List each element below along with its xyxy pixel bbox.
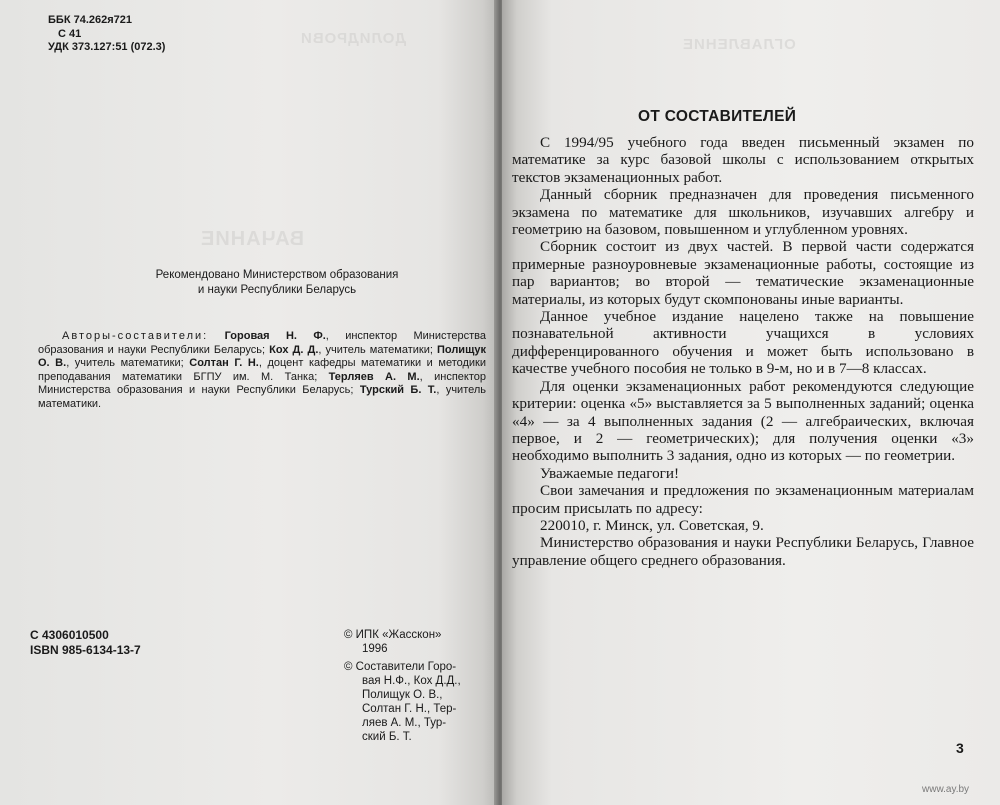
recommendation-line: Рекомендовано Министерством образования [155,269,399,281]
preface-text [512,134,974,569]
recommendation-note [132,268,422,298]
paragraph: Для оценки экзаменационных работ рекомендуются следующие критерии: оценка «5» выставляется за 5 выполненных заданий; оценка «4» — за 4 выполненных задания (2 — алгебраических, включая первое, и 2 — геометрических); для получения оценки «3» необходимо выполнить 3 задания, одно из которых — по геометрии. [512,377,974,465]
paragraph: Данное учебное издание нацелено также на повышение познавательной активности учащихся в условиях дифференцированного обучения и может быть использовано в качестве учебного пособия не только в 9-м, но и в 7—8 классах. [512,308,974,378]
paragraph: Сборник состоит из двух частей. В первой части содержатся примерные разноуровневые экзаменационные работы, состоящие из пар вариантов; во второй — тематические экзаменационные материалы, из которых будут скомпонованы иные варианты. [512,238,974,308]
paragraph: С 1994/95 учебного года введен письменный экзамен по математике за курс базовой школы с использованием открытых текстов экзаменационных работ. [512,134,974,186]
author-role: , доцент кафедры математики и методики преподавания математики БГПУ им. М. Танка; [38,357,487,383]
author-role: , учитель математики; [318,343,437,356]
bleed-through-text: ВАЧАНИЕ [200,228,305,250]
isbn-block [30,628,141,658]
author-role: , инспектор Министерства образования и науки Республики Беларусь; [38,370,486,397]
author-name: Кох Д. Д. [269,343,319,356]
authors-list [38,330,486,412]
bleed-through-text: ОГЛАВЛЕНИЕ [682,36,796,53]
page-heading: ОТ СОСТАВИТЕЛЕЙ [638,108,797,125]
bleed-through-text: ДОЛИДРОВИ [300,30,407,47]
udk-code: УДК 373.127:51 (072.3) [48,41,166,53]
author-name: Терляев А. М. [328,370,420,383]
paragraph: Данный сборник предназначен для проведения письменного экзамена по математике для школьников, изучавших алгебру и геометрию на базовом, повышенном и углубленном уровнях. [512,186,974,239]
author-name: Горовая Н. Ф. [224,330,326,342]
watermark: www.ay.by [922,784,970,795]
isbn: ISBN 985-6134-13-7 [30,643,141,657]
greeting: Уважаемые педагоги! [540,464,680,482]
author-name: Солтан Г. Н. [189,357,259,370]
page-number: 3 [956,740,964,756]
address: 220010, г. Минск, ул. Советская, 9. [540,516,764,534]
paragraph: Министерство образования и науки Республики Беларусь, Главное управление общего среднего образования. [512,534,974,569]
authors-label: Авторы-составители: [62,330,209,342]
author-name: Турский Б. Т. [359,384,437,397]
left-page [0,0,498,805]
classification-codes [48,14,165,55]
author-role: , учитель математики; [66,357,190,370]
author-name: Полищук О. В. [38,343,486,370]
author-role: , инспектор Министерства образования и науки Республики Беларусь; [38,330,487,356]
catalog-code: С 4306010500 [30,628,109,642]
publisher-copyright: © ИПК «Жасскон» 1996 [344,629,442,655]
cutter-code: С 41 [58,27,82,40]
copyright-block [344,628,484,744]
author-role: , учитель математики. [38,384,487,410]
authors-copyright: © Составители Горо- вая Н.Ф., Кох Д.Д., Полищук О. В., Солтан Г. Н., Тер- ляев А. М., Тур- ский Б. Т. [344,661,461,743]
recommendation-line: и науки Республики Беларусь [197,284,357,296]
paragraph: Свои замечания и предложения по экзаменационным материалам просим присылать по адресу: [512,482,974,517]
bbk-code: ББК 74.262я721 [48,14,132,26]
